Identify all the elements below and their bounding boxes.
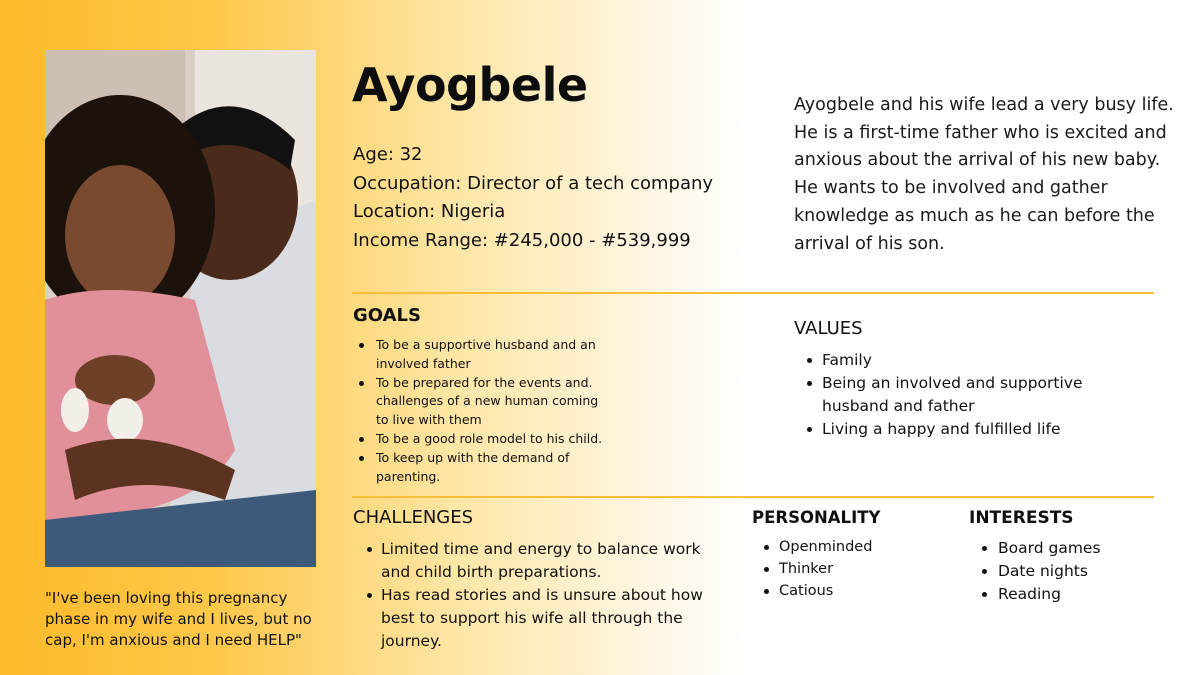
list-item: Being an involved and supportive husband and father	[806, 372, 1126, 418]
persona-name: Ayogbele	[352, 58, 588, 112]
divider-top	[352, 292, 1154, 294]
interests-list	[981, 537, 1101, 606]
list-item: Date nights	[981, 560, 1101, 583]
interests-heading: INTERESTS	[969, 508, 1074, 528]
list-item: Family	[806, 349, 1126, 372]
divider-bottom	[352, 496, 1154, 498]
location-text: Location: Nigeria	[353, 201, 506, 222]
list-item: To keep up with the demand of parenting.	[358, 449, 608, 487]
persona-bio: Ayogbele and his wife lead a very busy life. He is a first-time father who is excited and anxious about the arrival of his new baby. He wants to be involved and gather knowledge as much as he can before the arrival of his son.	[794, 95, 1174, 254]
values-heading: VALUES	[794, 318, 863, 339]
list-item: Has read stories and is unsure about how best to support his wife all through the journey.	[365, 584, 705, 653]
occupation-text: Occupation: Director of a tech company	[353, 172, 714, 194]
list-item: Reading	[981, 583, 1101, 606]
values-list	[806, 349, 1126, 441]
list-item: Living a happy and fulfilled life	[806, 418, 1126, 441]
list-item: Thinker	[763, 558, 872, 580]
list-item: Board games	[981, 537, 1101, 560]
age-text: Age: 32	[353, 144, 423, 165]
personality-list	[763, 536, 872, 602]
income-text: Income Range: #245,000 - #539,999	[353, 229, 691, 251]
challenges-heading: CHALLENGES	[353, 507, 474, 528]
list-item: Openminded	[763, 536, 872, 558]
persona-facts	[353, 141, 713, 255]
list-item: To be a supportive husband and an involved father	[358, 336, 608, 374]
goals-heading: GOALS	[353, 305, 421, 326]
list-item: Limited time and energy to balance work and child birth preparations.	[365, 538, 705, 584]
persona-quote: "I've been loving this pregnancy phase in my wife and I lives, but no cap, I'm anxious and I need HELP"	[45, 589, 312, 649]
list-item: Catious	[763, 580, 872, 602]
personality-heading: PERSONALITY	[752, 508, 881, 527]
list-item: To be prepared for the events and. challenges of a new human coming to live with them	[358, 374, 608, 430]
list-item: To be a good role model to his child.	[358, 430, 608, 449]
goals-list	[358, 336, 608, 486]
persona-photo	[45, 50, 316, 567]
challenges-list	[365, 538, 705, 653]
